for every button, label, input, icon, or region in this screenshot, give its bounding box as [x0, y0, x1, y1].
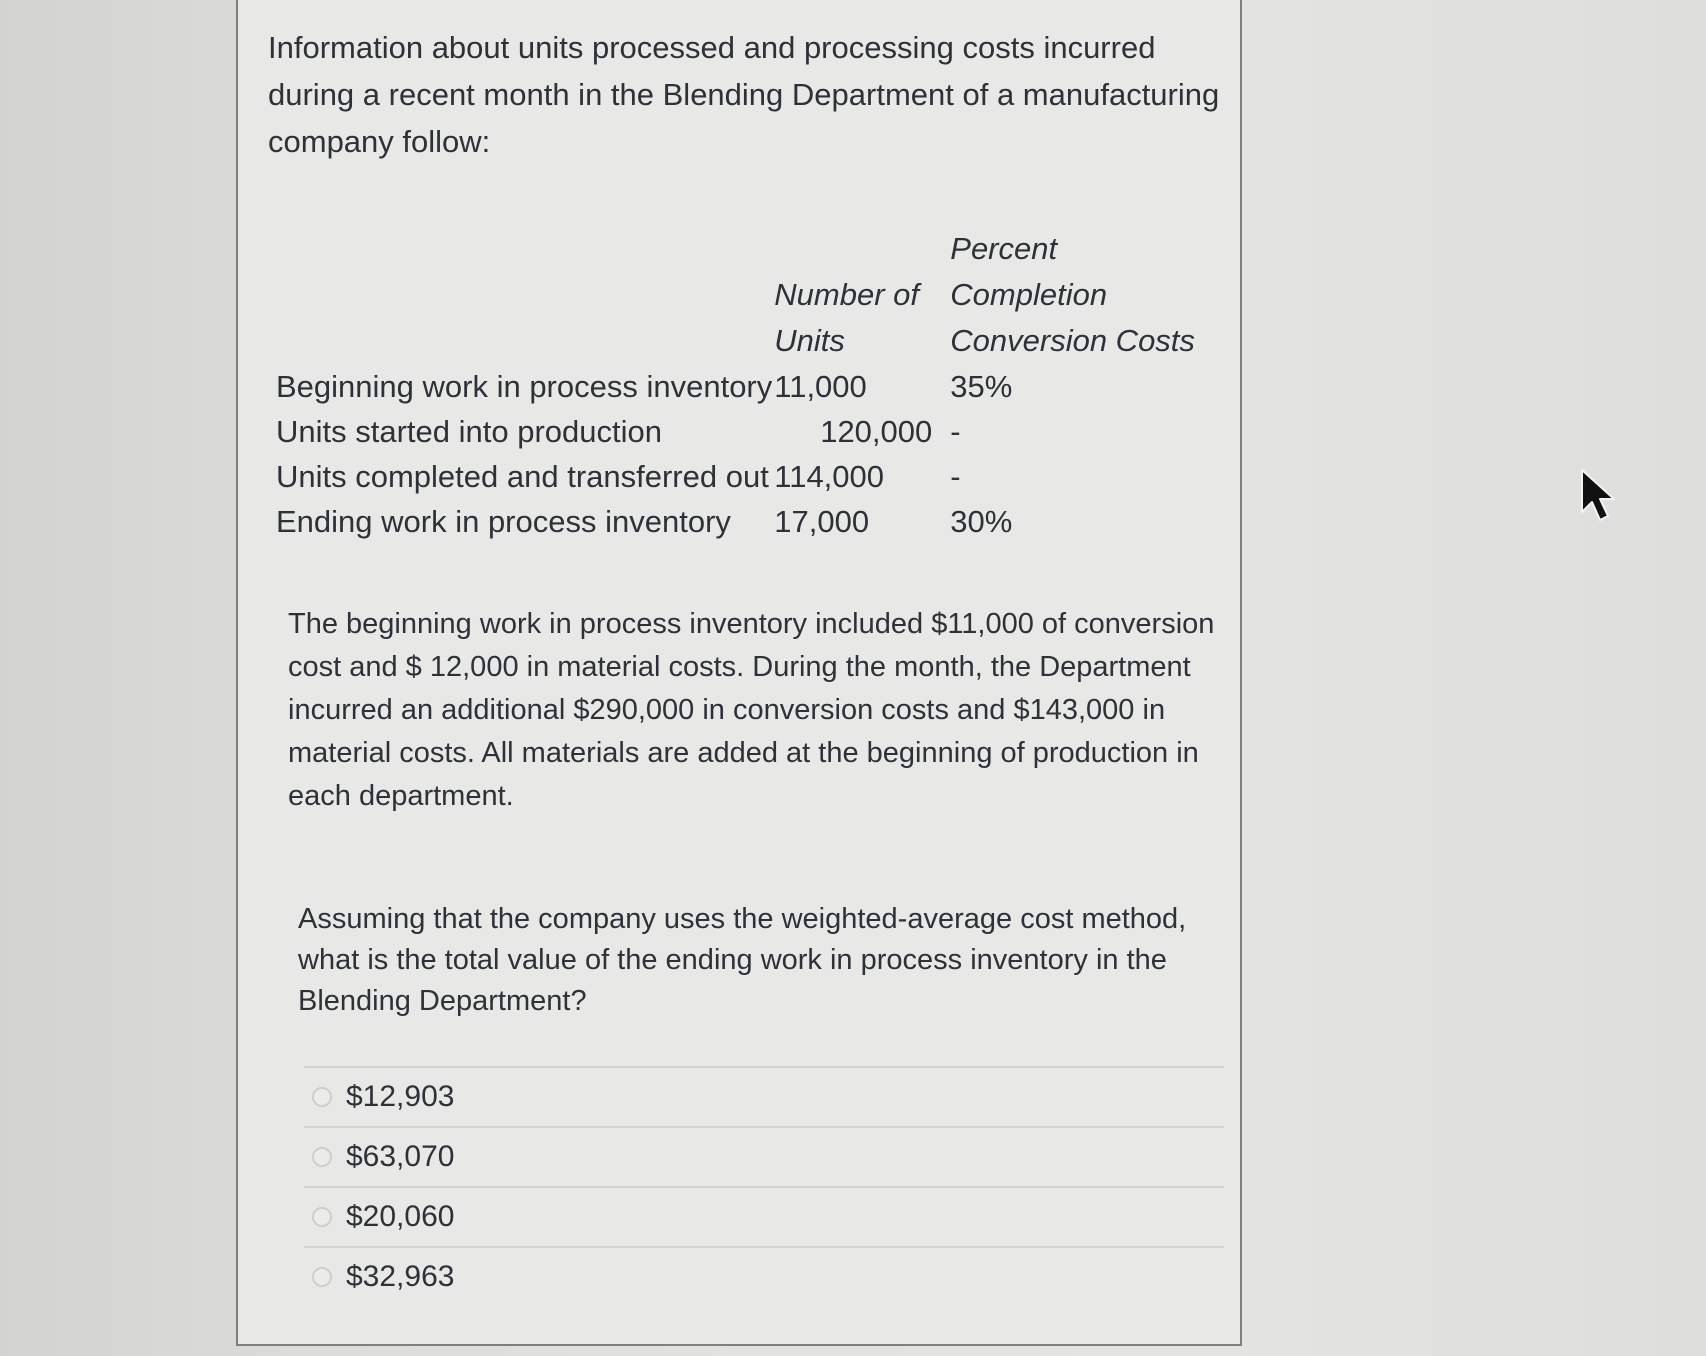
table-row: [276, 364, 1206, 409]
header-pct-line2: Conversion Costs: [950, 323, 1195, 358]
answer-option-label[interactable]: $32,963: [346, 1260, 455, 1293]
table-header-row: [276, 226, 1206, 364]
answer-option[interactable]: [304, 1246, 1224, 1306]
question-prompt: Assuming that the company uses the weighted-average cost method, what is the total value of the ending work in process inventory in the Blending Department?: [298, 903, 1187, 1017]
header-units-line2: Units: [774, 323, 845, 358]
answer-option[interactable]: [304, 1126, 1224, 1186]
header-number-of-units: [772, 226, 946, 364]
row-percent: -: [950, 459, 961, 494]
row-units: 11,000: [774, 369, 867, 404]
table-row: [276, 499, 1206, 544]
row-percent: 35%: [950, 369, 1013, 404]
table-row: [276, 454, 1206, 499]
row-units: 114,000: [774, 459, 885, 494]
question-card: [236, 0, 1242, 1346]
row-label: Ending work in process inventory: [276, 504, 731, 539]
answer-option-label[interactable]: $63,070: [346, 1140, 455, 1173]
radio-button[interactable]: [312, 1087, 332, 1107]
row-label: Units started into production: [276, 414, 662, 449]
answer-option[interactable]: [304, 1186, 1224, 1246]
radio-button[interactable]: [312, 1147, 332, 1167]
mouse-pointer-icon: [1578, 466, 1622, 524]
header-blank: [276, 226, 772, 364]
header-units-line1: Number of: [774, 277, 919, 312]
question-intro: Information about units processed and processing costs incurred during a recent month in the Blending Department of a manufacturing company follow:: [268, 30, 1220, 159]
header-pct-line1: Percent Completion: [950, 231, 1108, 312]
question-narrative: The beginning work in process inventory included $11,000 of conversion cost and $ 12,000 in material costs. During the month, the Department incurred an additional $290,000 in conversion costs and $143,000 in material costs. All materials are added at the beginning of production in each department.: [288, 608, 1215, 812]
header-percent-completion: [946, 226, 1206, 364]
answer-option-label[interactable]: $20,060: [346, 1200, 455, 1233]
radio-button[interactable]: [312, 1267, 332, 1287]
row-percent: -: [950, 414, 961, 449]
radio-button[interactable]: [312, 1207, 332, 1227]
table-row: [276, 409, 1206, 454]
row-units: 17,000: [774, 504, 870, 539]
answer-choices: [304, 1066, 1224, 1306]
row-label: Beginning work in process inventory: [276, 369, 773, 404]
row-label: Units completed and transferred out: [276, 459, 769, 494]
row-units: 120,000: [820, 414, 933, 449]
answer-option[interactable]: [304, 1066, 1224, 1126]
units-table: [276, 226, 1206, 544]
row-percent: 30%: [950, 504, 1013, 539]
answer-option-label[interactable]: $12,903: [346, 1080, 455, 1113]
